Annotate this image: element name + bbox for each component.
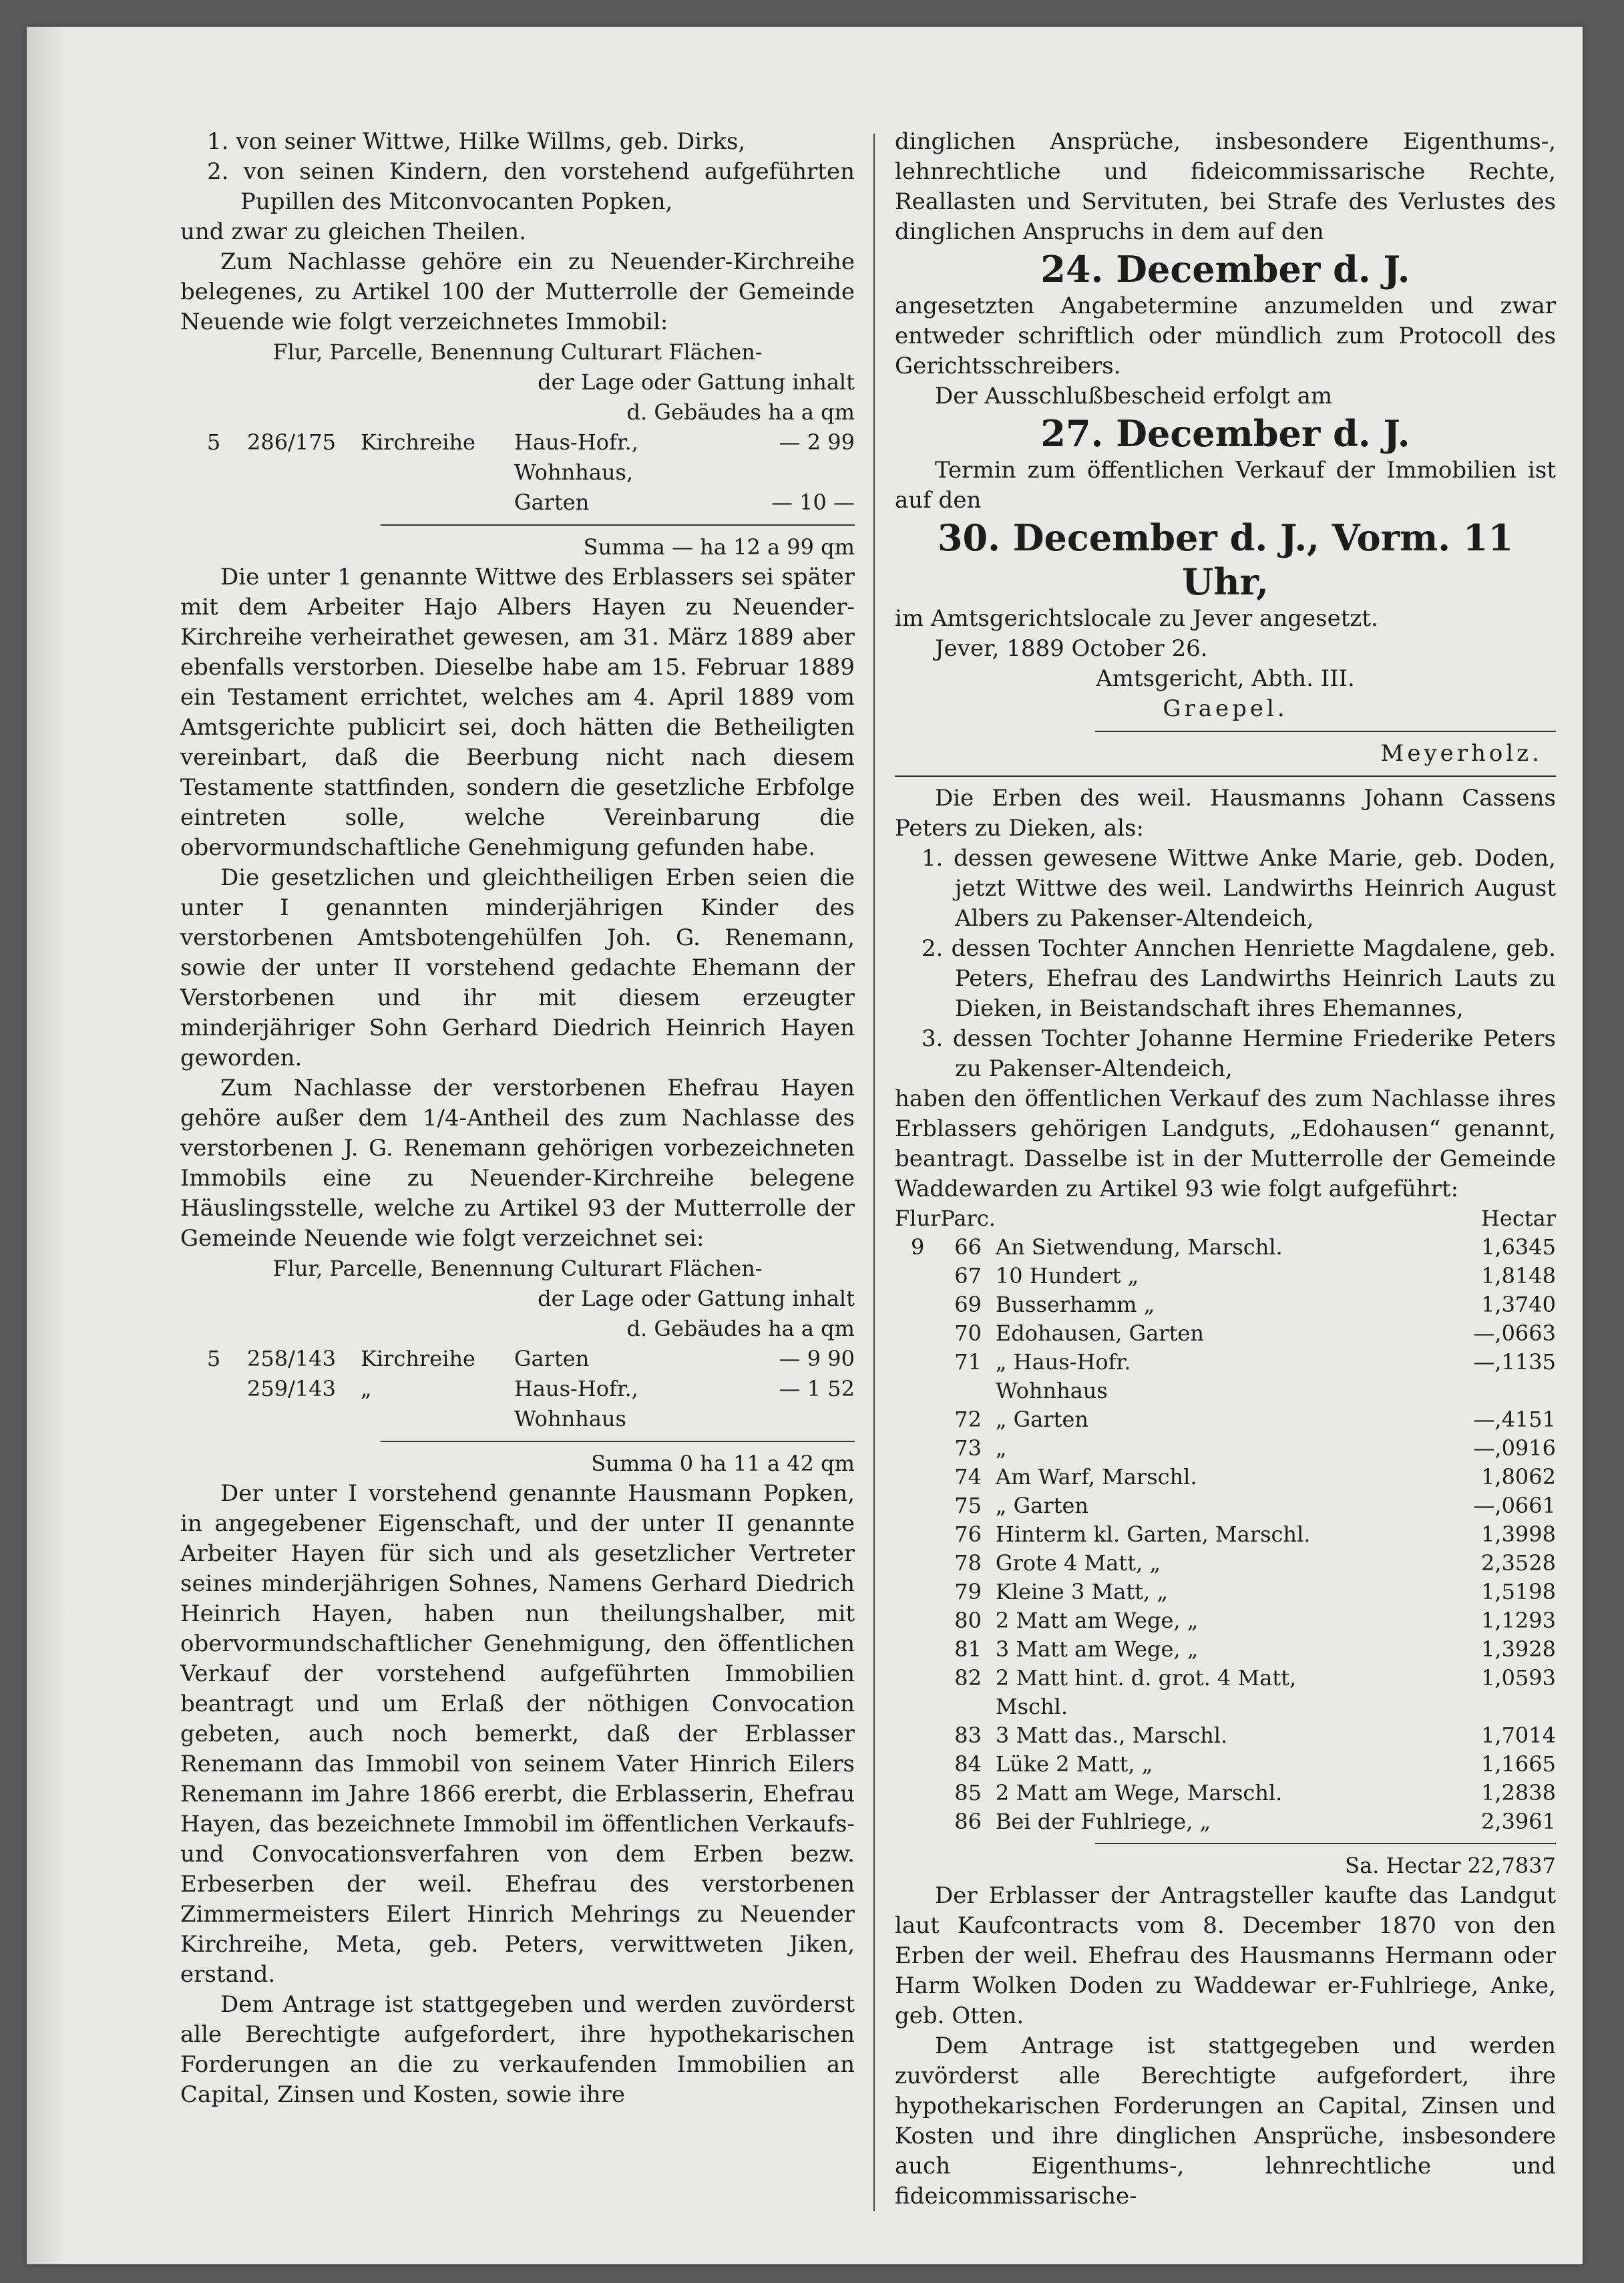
table-row: 5 258/143 Kirchreihe Garten — 9 90 bbox=[206, 1346, 855, 1371]
paragraph: angesetzten Angabetermine anzumelden und zwar entweder schriftlich oder mündlich zum Protocoll des Gerichtsschreibers. bbox=[895, 293, 1556, 379]
right-column bbox=[895, 127, 1556, 2212]
paragraph: Dem Antrage ist stattgegeben und werden zuvörderst alle Berechtigte aufgefordert, ihre hypothekarischen Forderungen an Capital, Zinsen und Kosten und ihre dinglichen Ansprüche, insbesondere auch Eigenthums-, lehnrechtliche und fideicommissarische- bbox=[895, 2033, 1556, 2210]
table-header-row: Flur Parc. Hectar bbox=[895, 1206, 1556, 1231]
table-header: der Lage oder Gattung inhalt bbox=[538, 369, 855, 395]
term-date: 27. December d. J. bbox=[1040, 412, 1410, 455]
table-row: 73 „ —,0916 bbox=[954, 1435, 1556, 1461]
table-row: 67 10 Hundert „ 1,8148 bbox=[954, 1263, 1556, 1288]
table-row: 259/143 „ Haus-Hofr., — 1 52 bbox=[247, 1376, 855, 1401]
table-header: d. Gebäudes ha a qm bbox=[626, 399, 855, 425]
table-row: Wohnhaus, bbox=[514, 460, 634, 485]
table-row: 80 2 Matt am Wege, „ 1,1293 bbox=[954, 1608, 1556, 1633]
table-row: 79 Kleine 3 Matt, „ 1,5198 bbox=[954, 1579, 1556, 1604]
table-sum: Summa 0 ha 11 a 42 qm bbox=[591, 1451, 855, 1476]
heir-item: 2. von seinen Kindern, den vorstehend aufgeführten Pupillen des Mitconvocanten Popken, bbox=[207, 158, 855, 215]
table-row: 9 66 An Sietwendung, Marschl. 1,6345 bbox=[910, 1234, 1556, 1260]
paragraph: Die gesetzlichen und gleichtheiligen Erben seien die unter I genannten minderjährigen Kinder des verstorbenen Amtsbotengehülfen Joh. G. Renemann, sowie der unter II vorstehend gedachte Ehemann der Verstorbenen und ihr mit diesem erzeugter minderjähriger Sohn Gerhard Diedrich Heinrich Hayen geworden. bbox=[180, 864, 855, 1071]
table-row: 83 3 Matt das., Marschl. 1,7014 bbox=[954, 1723, 1556, 1748]
table-row: Garten — 10 — bbox=[514, 490, 855, 515]
paragraph: Termin zum öffentlichen Verkauf der Immobilien ist auf den bbox=[895, 457, 1556, 514]
paragraph: im Amtsgerichtslocale zu Jever angesetzt. bbox=[895, 605, 1378, 632]
paragraph: Der Ausschlußbescheid erfolgt am bbox=[935, 383, 1333, 409]
table-row: 85 2 Matt am Wege, Marschl. 1,2838 bbox=[954, 1780, 1556, 1805]
table-row: Wohnhaus bbox=[995, 1378, 1108, 1403]
table-row: 74 Am Warf, Marschl. 1,8062 bbox=[954, 1464, 1556, 1489]
clerk-signature: Meyerholz. bbox=[1380, 740, 1543, 767]
sum-rule bbox=[381, 524, 855, 526]
table-row: 81 3 Matt am Wege, „ 1,3928 bbox=[954, 1636, 1556, 1662]
sum-rule bbox=[381, 1441, 855, 1442]
table-row: 69 Busserhamm „ 1,3740 bbox=[954, 1292, 1556, 1317]
column-divider bbox=[873, 134, 875, 2211]
sum-rule bbox=[1095, 1843, 1556, 1844]
newspaper-page bbox=[27, 27, 1583, 2264]
section-rule bbox=[895, 775, 1556, 777]
table-header: d. Gebäudes ha a qm bbox=[626, 1316, 855, 1341]
paragraph: dinglichen Ansprüche, insbesondere Eigenthums-, lehnrechtliche und fideicommissarische Rechte, Reallasten und Servituten, bei Strafe des Verlustes des dinglichen Anspruchs in dem auf den bbox=[895, 128, 1556, 245]
table-header: Flur, Parcelle, Benennung Culturart Flächen- bbox=[272, 339, 763, 365]
left-column bbox=[180, 127, 855, 2110]
heir-item: 1. von seiner Wittwe, Hilke Willms, geb. Dirks, bbox=[207, 128, 746, 155]
page-edge bbox=[27, 27, 67, 2264]
heir-item: 2. dessen Tochter Annchen Henriette Magdalene, geb. Peters, Ehefrau des Landwirths Heinrich Lauts zu Dieken, in Beistandschaft ihres Ehemannes, bbox=[922, 935, 1556, 1022]
paragraph: Zum Nachlasse der verstorbenen Ehefrau Hayen gehöre außer dem 1/4-Antheil des zum Nachlasse des verstorbenen J. G. Renemann gehörigen vorbezeichneten Immobils eine zu Neuender-Kirchreihe belegene Häuslingsstelle, welche zu Artikel 93 der Mutterrolle der Gemeinde Neuende wie folgt verzeichnet sei: bbox=[180, 1075, 855, 1252]
paragraph: Die unter 1 genannte Wittwe des Erblassers sei später mit dem Arbeiter Hajo Albers Hayen zu Neuender-Kirchreihe verheirathet gewesen, am 31. März 1889 aber ebenfalls verstorben. Dieselbe habe am 15. Februar 1889 ein Testament errichtet, welches am 4. April 1889 vom Amtsgerichte publicirt sei, doch hätten die Betheiligten vereinbart, daß die Beerbung nicht nach diesem Testamente stattfinden, sondern die gesetzliche Erbfolge eintreten solle, welche Vereinbarung die obervormundschaftliche Genehmigung gefunden habe. bbox=[180, 564, 855, 861]
table-sum: Sa. Hectar 22,7837 bbox=[1345, 1853, 1556, 1878]
table-row: 72 „ Garten —,4151 bbox=[954, 1407, 1556, 1432]
heir-item: 1. dessen gewesene Wittwe Anke Marie, geb. Doden, jetzt Wittwe des weil. Landwirths Heinrich August Albers zu Pakenser-Altendeich, bbox=[922, 845, 1556, 932]
term-date: 30. December d. J., Vorm. 11 Uhr, bbox=[937, 516, 1514, 603]
table-row: 5 286/175 Kirchreihe Haus-Hofr., — 2 99 bbox=[206, 429, 855, 455]
paragraph: haben den öffentlichen Verkauf des zum Nachlasse ihres Erblassers gehörigen Landguts, „Edohausen“ genannt, beantragt. Dasselbe ist in der Mutterrolle der Gemeinde Waddewarden zu Artikel 93 wie folgt aufgeführt: bbox=[895, 1085, 1556, 1202]
table-sum: Summa — ha 12 a 99 qm bbox=[583, 534, 855, 560]
table-row: 82 2 Matt hint. d. grot. 4 Matt, Mschl. 1,0593 bbox=[954, 1665, 1556, 1719]
table-row: 86 Bei der Fuhlriege, „ 2,3961 bbox=[954, 1809, 1556, 1834]
paragraph: und zwar zu gleichen Theilen. bbox=[180, 218, 527, 245]
table-row: Wohnhaus bbox=[514, 1406, 626, 1431]
heir-item: 3. dessen Tochter Johanne Hermine Friederike Peters zu Pakenser-Altendeich, bbox=[922, 1025, 1556, 1082]
judge-signature: Graepel. bbox=[1163, 695, 1288, 722]
table-row: 84 Lüke 2 Matt, „ 1,1665 bbox=[954, 1751, 1556, 1777]
place-date: Jever, 1889 October 26. bbox=[935, 635, 1208, 662]
paragraph: Dem Antrage ist stattgegeben und werden zuvörderst alle Berechtigte aufgefordert, ihre hypothekarischen Forderungen an die zu verkaufenden Immobilien an Capital, Zinsen und Kosten, sowie ihre bbox=[180, 1991, 855, 2108]
table-row: 71 „ Haus-Hofr. —,1135 bbox=[954, 1349, 1556, 1375]
paragraph: Der Erblasser der Antragsteller kaufte das Landgut laut Kaufcontracts vom 8. December 1870 von den Erben der weil. Ehefrau des Hausmanns Hermann oder Harm Wolken Doden zu Waddewar er-Fuhlriege, Anke, geb. Otten. bbox=[895, 1882, 1556, 2029]
table-row: 78 Grote 4 Matt, „ 2,3528 bbox=[954, 1550, 1556, 1576]
table-header: der Lage oder Gattung inhalt bbox=[538, 1286, 855, 1311]
table-row: 76 Hinterm kl. Garten, Marschl. 1,3998 bbox=[954, 1522, 1556, 1547]
court-name: Amtsgericht, Abth. III. bbox=[1096, 665, 1355, 692]
table-row: 70 Edohausen, Garten —,0663 bbox=[954, 1321, 1556, 1346]
term-date: 24. December d. J. bbox=[1040, 248, 1410, 291]
paragraph: Der unter I vorstehend genannte Hausmann Popken, in angegebener Eigenschaft, und der unter II genannte Arbeiter Hayen für sich und als gesetzlicher Vertreter seines minderjährigen Sohnes, Namens Gerhard Diedrich Heinrich Hayen, haben nun theilungshalber, mit obervormundschaftlicher Genehmigung, den öffentlichen Verkauf der vorstehend aufgeführten Immobilien beantragt und um Erlaß der nöthigen Convocation gebeten, auch noch bemerkt, daß der Erblasser Renemann das Immobil von seinem Vater Hinrich Eilers Renemann im Jahre 1866 ererbt, die Erblasserin, Ehefrau Hayen, das bezeichnete Immobil im öffentlichen Verkaufs- und Convocationsverfahren von dem Erben bezw. Erbeserben der weil. Ehefrau des verstorbenen Zimmermeisters Eilert Hinrich Mehrings zu Neuender Kirchreihe, Meta, geb. Peters, verwittweten Jiken, erstand. bbox=[180, 1480, 855, 1988]
property-table bbox=[895, 1204, 1556, 1836]
paragraph: Zum Nachlasse gehöre ein zu Neuender-Kirchreihe belegenes, zu Artikel 100 der Mutterrolle der Gemeinde Neuende wie folgt verzeichnetes Immobil: bbox=[180, 248, 855, 335]
paragraph: Die Erben des weil. Hausmanns Johann Cassens Peters zu Dieken, als: bbox=[895, 785, 1556, 842]
table-row: 75 „ Garten —,0661 bbox=[954, 1493, 1556, 1518]
signature-rule bbox=[1095, 731, 1556, 732]
table-header: Flur, Parcelle, Benennung Culturart Flächen- bbox=[272, 1256, 763, 1281]
